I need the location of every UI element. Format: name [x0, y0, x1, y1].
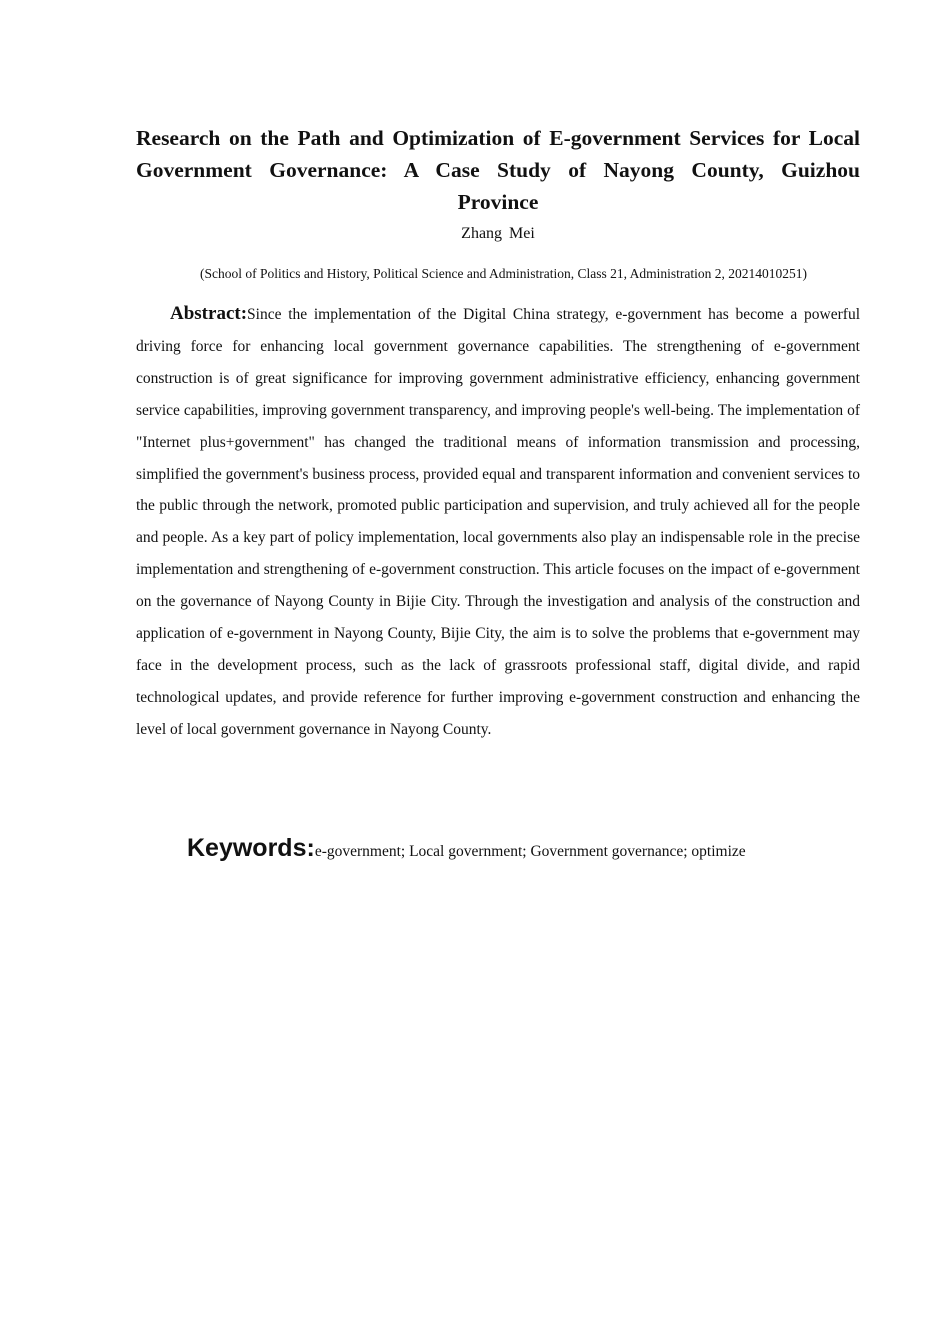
author-name: Zhang Mei: [461, 225, 535, 242]
keywords-text: e-government; Local government; Government governance; optimize: [314, 843, 746, 860]
keywords-label: Keywords:: [187, 834, 315, 862]
paper-title: Research on the Path and Optimization of E-government Services for Local Government Governance: A Case Study of Nayong County, Guizhou Province: [136, 126, 860, 214]
keywords-line: [187, 828, 867, 872]
abstract-paragraph: [136, 298, 860, 746]
author-affiliation: (School of Politics and History, Political Science and Administration, Class 21, Administration 2, 20214010251): [200, 266, 807, 281]
abstract-text: Since the implementation of the Digital China strategy, e-government has become a powerful driving force for enhancing local government governance capabilities. The strengthening of e-government construction is of great significance for improving government administrative efficiency, enhancing government service capabilities, improving government transparency, and improving people's well-being. The implementation of "Internet plus+government" has changed the traditional means of information transmission and processing, simplified the government's business process, provided equal and transparent information and convenient services to the public through the network, promoted public participation and supervision, and truly achieved all for the people and people. As a key part of policy implementation, local governments also play an indispensable role in the precise implementation and strengthening of e-government construction. This article focuses on the impact of e-government on the governance of Nayong County in Bijie City. Through the investigation and analysis of the construction and application of e-government in Nayong County, Bijie City, the aim is to solve the problems that e-government may face in the development process, such as the lack of grassroots professional staff, digital divide, and rapid technological updates, and provide reference for further improving e-government construction and enhancing the level of local government governance in Nayong County.: [136, 306, 860, 738]
abstract-label: Abstract:: [170, 303, 248, 324]
